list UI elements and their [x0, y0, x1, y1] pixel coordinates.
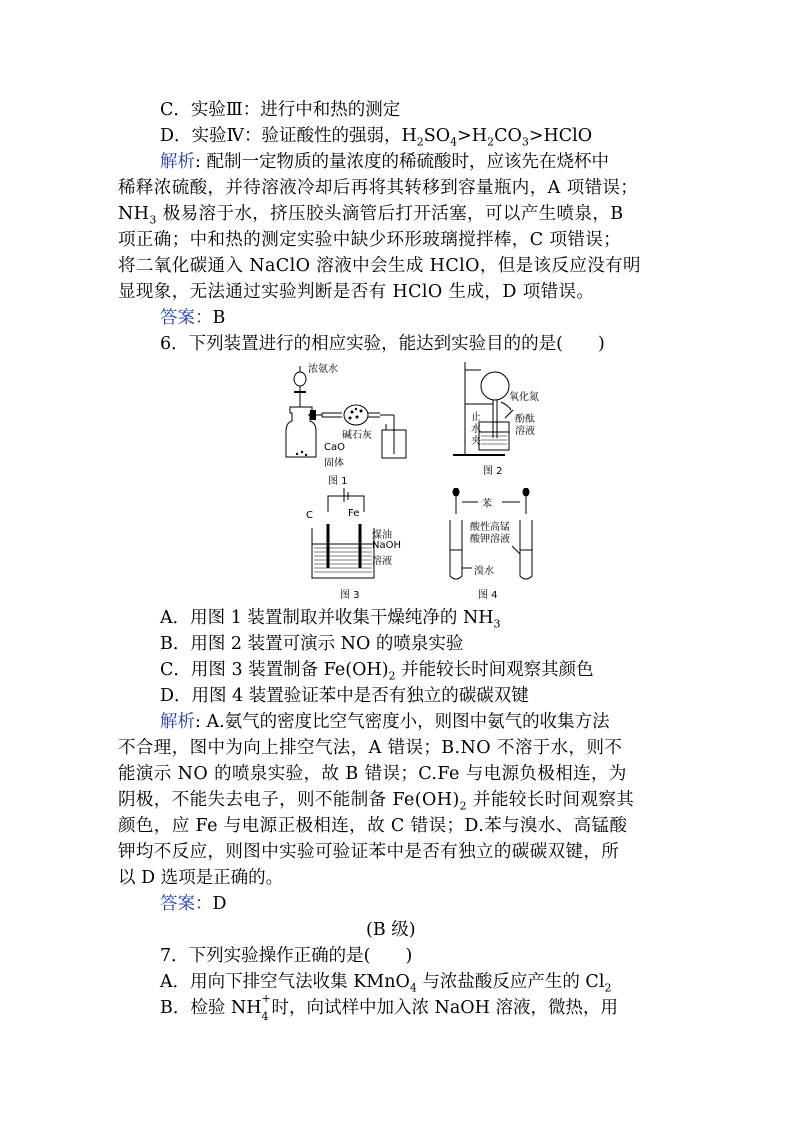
question-6-option-d: D．用图 4 装置验证苯中是否有独立的碳碳双键 — [160, 686, 529, 706]
figure-2-apparatus: 氧化氮 止 水 夹 酚酞 溶液 图 2 — [445, 362, 555, 472]
answer-label: 答案： — [160, 308, 213, 328]
question-7-option-b: B．检验 NH + 4 时，向试样中加入浓 NaOH 溶液，微热，用 — [160, 992, 618, 1023]
question-6-option-a: A．用图 1 装置制取并收集干燥纯净的 $NH_3$ — [160, 608, 501, 631]
level-b-heading: (B 级) — [366, 920, 416, 940]
figure-4-caption: 图 4 — [478, 590, 498, 601]
answer-2: 答案：D — [160, 894, 227, 914]
analysis-label: 解析 — [160, 712, 195, 732]
analysis-1-line-1: 解析: 配制一定物质的量浓度的稀硫酸时，应该先在烧杯中 — [160, 152, 609, 172]
analysis-1-line-3: $NH_3$ 极易溶于水，挤压胶头滴管后打开活塞，可以产生喷泉，B — [118, 204, 624, 227]
answer-1: 答案：B — [160, 308, 226, 328]
question-6-option-b: B．用图 2 装置可演示 NO 的喷泉实验 — [160, 634, 464, 654]
analysis-2-line-6: 钾均不反应，则图中实验可验证苯中是否有独立的碳碳双键，所 — [118, 842, 620, 862]
analysis-1-line-6: 显现象，无法通过实验判断是否有 HClO 生成，D 项错误。 — [118, 282, 595, 302]
analysis-1-line-2: 稀释浓硫酸，并待溶液冷却后再将其转移到容量瓶内，A 项错误； — [118, 178, 639, 198]
analysis-2-line-2: 不合理，图中为向上排空气法，A 错误；B.NO 不溶于水，则不 — [118, 738, 623, 758]
question-6-option-c: C．用图 3 装置制备 $Fe(OH)_2$ 并能较长时间观察其颜色 — [160, 660, 594, 683]
figure-3-apparatus: C Fe 煤油 NaOH 溶液 图 3 — [300, 488, 400, 588]
question-6-stem: 6．下列装置进行的相应实验，能达到实验目的的是( ) — [160, 334, 605, 354]
analysis-2-line-1: 解析: A.氨气的密度比空气密度小，则图中氨气的收集方法 — [160, 712, 610, 732]
analysis-2-line-7: 以 D 选项是正确的。 — [118, 868, 284, 888]
figure-2-caption: 图 2 — [483, 466, 503, 477]
question-7-option-a: A．用向下排空气法收集 KMnO$_4$ 与浓盐酸反应产生的 $Cl_2$ — [160, 972, 612, 995]
figure-4-apparatus: 苯 酸性高锰 酸钾溶液 溴水 图 4 — [440, 488, 540, 588]
question-7-stem: 7．下列实验操作正确的是( ) — [160, 946, 413, 966]
figure-1-apparatus: 浓氨水 碱石灰 CaO 固体 图 1 — [282, 362, 418, 472]
analysis-2-line-4: 阴极，不能失去电子，则不能制备 $Fe(OH)_2$ 并能较长时间观察其 — [118, 790, 635, 813]
option-d-previous: D．实验Ⅳ：验证酸性的强弱，$H_2SO_4>H_2CO_3>HClO$ — [160, 126, 593, 149]
analysis-1-line-5: 将二氧化碳通入 NaClO 溶液中会生成 HClO，但是该反应没有明 — [118, 256, 641, 276]
analysis-2-line-3: 能演示 NO 的喷泉实验，故 B 错误；C.Fe 与电源负极相连，为 — [118, 764, 627, 784]
analysis-1-line-4: 项正确；中和热的测定实验中缺少环形玻璃搅拌棒，C 项错误； — [118, 230, 622, 250]
answer-label: 答案： — [160, 894, 213, 914]
analysis-2-line-5: 颜色，应 Fe 与电源正极相连，故 C 错误；D.苯与溴水、高锰酸 — [118, 816, 628, 836]
figure-1-caption: 图 1 — [328, 476, 348, 487]
option-c-previous: C．实验Ⅲ：进行中和热的测定 — [160, 100, 401, 120]
analysis-label: 解析 — [160, 152, 195, 172]
figure-3-caption: 图 3 — [340, 590, 360, 601]
